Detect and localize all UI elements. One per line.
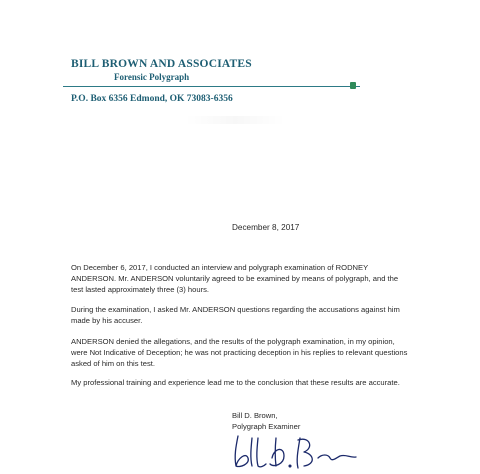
paragraph-2: During the examination, I asked Mr. ANDERSON questions regarding the accusations against him made by his accuser. (71, 305, 400, 325)
company-subtitle: Forensic Polygraph (114, 72, 190, 82)
paragraph-4: My professional training and experience lead me to the conclusion that these results are accurate. (71, 378, 400, 387)
signoff-title: Polygraph Examiner (232, 422, 301, 431)
paragraph-3: ANDERSON denied the allegations, and the results of the polygraph examination, in my opinion, were Not Indicative of Deception; he was not practicing deception in his replies to relevant questions asked of him on this test. (71, 337, 408, 368)
scan-artifact (185, 116, 285, 124)
signoff-name: Bill D. Brown, (232, 411, 278, 420)
letterhead-rule-mark (350, 82, 356, 89)
handwritten-signature (224, 428, 364, 472)
company-address: P.O. Box 6356 Edmond, OK 73083-6356 (71, 94, 233, 104)
letterhead-rule (63, 86, 360, 87)
paragraph-1: On December 6, 2017, I conducted an interview and polygraph examination of RODNEY ANDERSON. Mr. ANDERSON voluntarily agreed to be examined by means of polygraph, and the test lasted approximately three (3) hours. (71, 263, 399, 294)
letter-date: December 8, 2017 (232, 223, 300, 232)
company-name: BILL BROWN AND ASSOCIATES (71, 58, 252, 70)
